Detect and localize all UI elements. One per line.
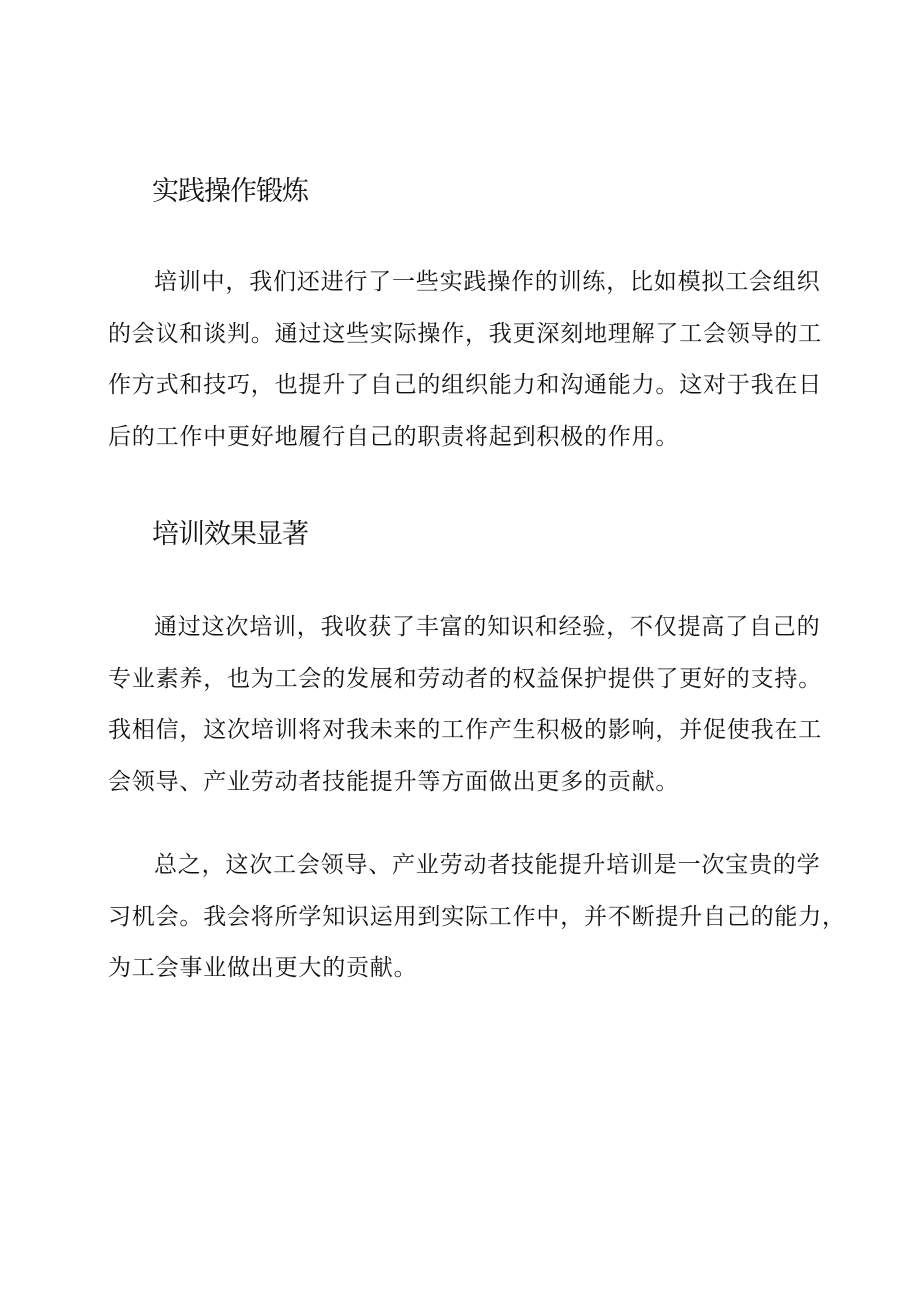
section-paragraph-effect [108, 602, 822, 808]
paragraph-line: 我相信，这次培训将对我未来的工作产生积极的影响，并促使我在工 [108, 717, 822, 743]
section-paragraph-practice [108, 257, 822, 463]
paragraph-line: 会领导、产业劳动者技能提升等方面做出更多的贡献。 [108, 768, 680, 795]
paragraph-line: 作方式和技巧，也提升了自己的组织能力和沟通能力。这对于我在日 [108, 372, 822, 398]
paragraph-line: 的会议和谈判。通过这些实际操作，我更深刻地理解了工会领导的工 [108, 320, 822, 347]
paragraph-line: 为工会事业做出更大的贡献。 [108, 955, 418, 981]
section-heading-effect: 培训效果显著 [152, 519, 308, 550]
paragraph-line: 后的工作中更好地履行自己的职责将起到积极的作用。 [108, 423, 680, 450]
conclusion-paragraph [108, 840, 846, 995]
paragraph-line: 专业素养，也为工会的发展和劳动者的权益保护提供了更好的支持。 [108, 665, 822, 692]
section-heading-practice: 实践操作锻炼 [152, 176, 308, 207]
paragraph-line: 培训中，我们还进行了一些实践操作的训练，比如模拟工会组织 [154, 269, 821, 295]
paragraph-line: 总之，这次工会领导、产业劳动者技能提升培训是一次宝贵的学 [154, 852, 821, 878]
paragraph-line: 通过这次培训，我收获了丰富的知识和经验，不仅提高了自己的 [154, 614, 821, 640]
paragraph-line: 习机会。我会将所学知识运用到实际工作中，并不断提升自己的能力， [108, 903, 846, 930]
